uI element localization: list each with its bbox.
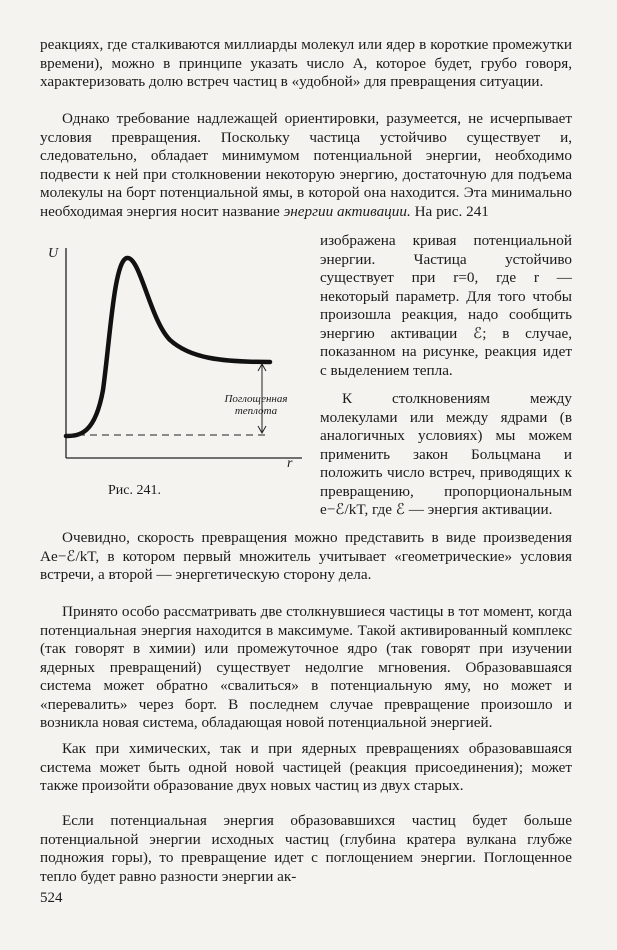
paragraph-5: Как при химических, так и при ядерных превращениях образовавшаяся система может быть одной новой частицей (реакция присоединения); может также произойти образование двух новых частиц из двух старых. xyxy=(40,740,572,794)
paragraph-2-text: Однако требование надлежащей ориентировки, разумеется, не исчерпывает условия превращения. Поскольку частица устойчиво существует и, следовательно, обладает минимумом потенциальной энергии, необходимо подвести к ней при столкновении некоторую энергию, достаточную для подъема молекулы на борт потенциальной ямы, в которой она находится. Эта минимально необходимая энергия носит название xyxy=(40,110,572,220)
side-text-1: изображена кривая потенциальной энергии. Частица устойчиво существует при r=0, где r — некоторый параметр. Для того чтобы произошла реакция, надо сообщить энергию активации ℰ; в случае, показанном на рисунке, реакция идет с выделением тепла. xyxy=(320,232,572,379)
paragraph-3: Очевидно, скорость превращения можно представить в виде произведения Ae−ℰ/kT, в котором первый множитель учитывает «геометрические» условия встречи, а второй — энергетическую сторону дела. xyxy=(40,529,572,583)
axis-y-label: U xyxy=(48,246,59,261)
figure-241 xyxy=(40,240,310,500)
paragraph-2 xyxy=(40,110,572,221)
figure-caption: Рис. 241. xyxy=(108,483,161,498)
side-text-2: К столкновениям между молекулами или между ядрами (в аналогичных условиях) мы можем применить закон Больцмана и положить число встреч, приводящих к превращению, пропорциональным e−ℰ/kT, где ℰ — энергия активации. xyxy=(320,390,572,518)
axis-x-label: r xyxy=(287,456,293,471)
paragraph-1: реакциях, где сталкиваются миллиарды молекул или ядер в короткие промежутки времени), можно в принципе указать число A, которое будет, грубо говоря, характеризовать долю встреч частиц в «удобной» для превращения ситуации. xyxy=(40,36,572,90)
paragraph-6: Если потенциальная энергия образовавшихся частиц будет больше потенциальной энергии исходных частиц (глубина кратера вулкана глубже подножия горы), то превращение идет с поглощением энергии. Поглощенное тепло будет равно разности энергии ак- xyxy=(40,812,572,885)
term-activation-energy: энергии активации. xyxy=(283,202,411,220)
potential-energy-graph xyxy=(40,240,310,480)
page-number: 524 xyxy=(40,890,63,906)
absorbed-heat-annotation: Поглощенная теплота xyxy=(224,393,288,417)
paragraph-4: Принято особо рассматривать две столкнувшиеся частицы в тот момент, когда потенциальная энергия находится в максимуме. Такой активированный комплекс (так говорят в химии) или промежуточное ядро (так говорят при изучении ядерных превращений) существует недолгие мгновения. Образовавшаяся система может обратно «свалиться» в потенциальную яму, но может и «перевалить» через борт. В последнем случае превращение произошло и возникла новая система, обладающая новой потенциальной энергией. xyxy=(40,603,572,731)
paragraph-2-tail: На рис. 241 xyxy=(410,202,489,220)
